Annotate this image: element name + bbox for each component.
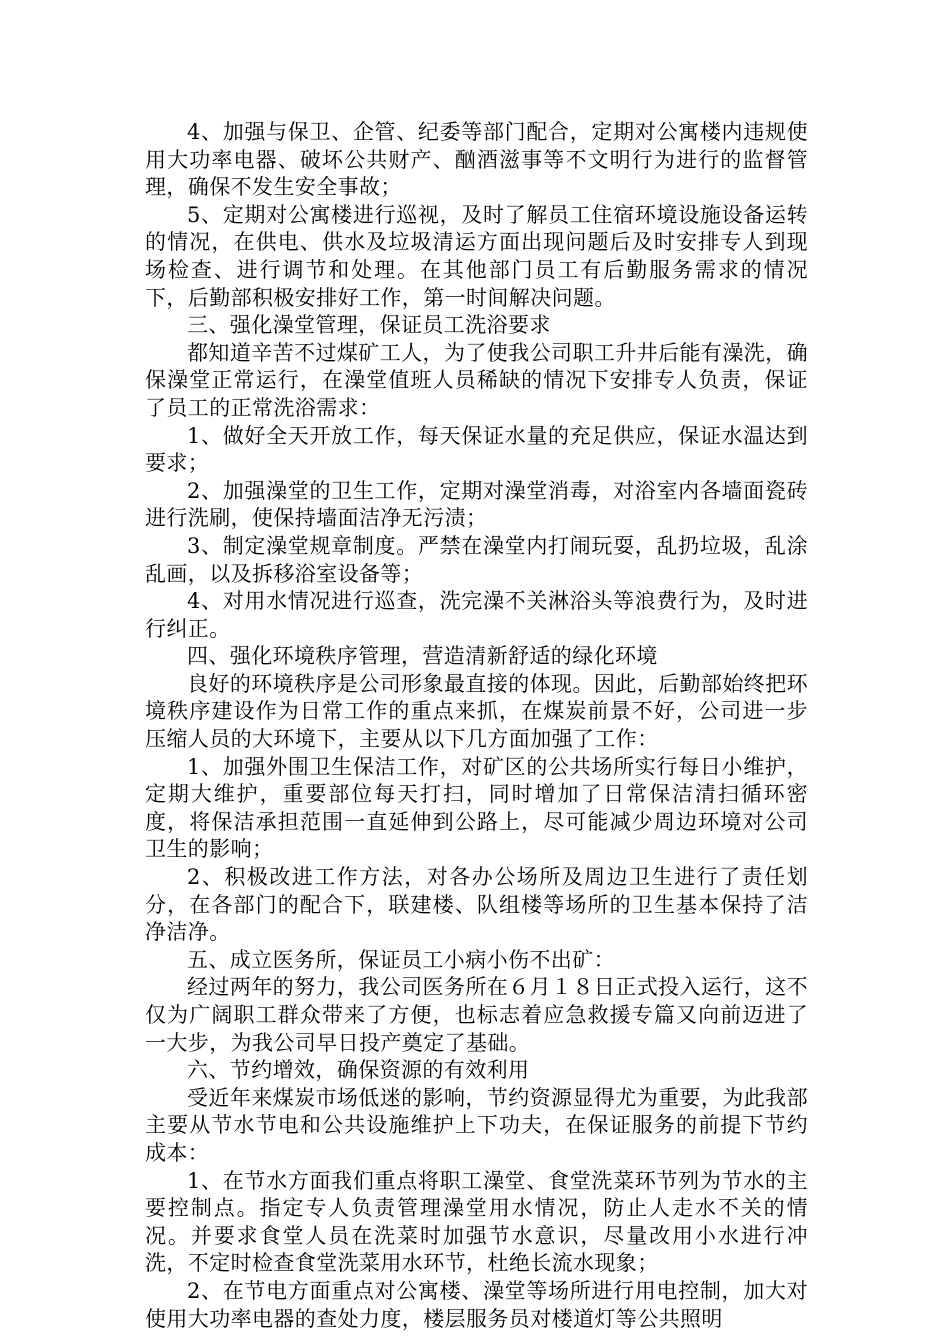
document-body: [145, 119, 808, 1333]
paragraph-8: 4、对用水情况进行巡查，洗完澡不关淋浴头等浪费行为，及时进行纠正。: [145, 589, 808, 641]
paragraph-17: 1、在节水方面我们重点将职工澡堂、食堂洗菜环节列为节水的主要控制点。指定专人负责管理澡堂用水情况，防止人走水不关的情况。并要求食堂人员在洗菜时加强节水意识，尽量改用小水进行冲洗，不定时检查食堂洗菜用水环节，杜绝长流水现象；: [145, 1168, 808, 1276]
paragraph-1: 4、加强与保卫、企管、纪委等部门配合，定期对公寓楼内违规使用大功率电器、破坏公共财产、酗酒滋事等不文明行为进行的监督管理，确保不发生安全事故；: [145, 120, 808, 200]
paragraph-7: 3、制定澡堂规章制度。严禁在澡堂内打闹玩耍，乱扔垃圾，乱涂乱画，以及拆移浴室设备等；: [145, 533, 808, 586]
paragraph-6: 2、加强澡堂的卫生工作，定期对澡堂消毒，对浴室内各墙面瓷砖进行洗刷，使保持墙面洁净无污渍；: [145, 478, 808, 531]
section-heading-4: 四、强化环境秩序管理，营造清新舒适的绿化环境: [187, 644, 658, 669]
paragraph-16: 受近年来煤炭市场低迷的影响，节约资源显得尤为重要，为此我部主要从节水节电和公共设施维护上下功夫，在保证服务的前提下节约成本：: [145, 1085, 808, 1165]
paragraph-4: 都知道辛苦不过煤矿工人，为了使我公司职工升井后能有澡洗，确保澡堂正常运行，在澡堂值班人员稀缺的情况下安排专人负责，保证了员工的正常洗浴需求：: [145, 340, 808, 420]
paragraph-18: 2、在节电方面重点对公寓楼、澡堂等场所进行用电控制，加大对使用大功率电器的查处力度，楼层服务员对楼道灯等公共照明: [145, 1278, 808, 1331]
paragraph-10: 良好的环境秩序是公司形象最直接的体现。因此，后勤部始终把环境秩序建设作为日常工作的重点来抓，在煤炭前景不好，公司进一步压缩人员的大环境下，主要从以下几方面加强了工作：: [145, 671, 808, 752]
section-heading-5: 五、成立医务所，保证员工小病小伤不出矿：: [187, 947, 615, 972]
section-heading-6: 六、节约增效，确保资源的有效利用: [187, 1058, 530, 1083]
paragraph-11: 1、加强外围卫生保洁工作，对矿区的公共场所实行每日小维护，定期大维护，重要部位每天打扫，同时增加了日常保洁清扫循环密度，将保洁承担范围一直延伸到公路上，尽可能减少周边环境对公司卫生的影响；: [145, 754, 808, 862]
paragraph-2: 5、定期对公寓楼进行巡视，及时了解员工住宿环境设施设备运转的情况，在供电、供水及垃圾清运方面出现问题后及时安排专人到现场检查、进行调节和处理。在其他部门员工有后勤服务需求的情况下，后勤部积极安排好工作，第一时间解决问题。: [145, 202, 808, 310]
paragraph-14: 经过两年的努力，我公司医务所在６月１８日正式投入运行，这不仅为广阔职工群众带来了方便，也标志着应急救援专篇又向前迈进了一大步，为我公司早日投产奠定了基础。: [145, 975, 808, 1055]
paragraph-5: 1、做好全天开放工作，每天保证水量的充足供应，保证水温达到要求；: [145, 423, 808, 476]
section-heading-3: 三、强化澡堂管理，保证员工洗浴要求: [187, 313, 551, 338]
paragraph-12: 2、积极改进工作方法，对各办公场所及周边卫生进行了责任划分，在各部门的配合下，联建楼、队组楼等场所的卫生基本保持了洁净洁净。: [145, 865, 808, 945]
